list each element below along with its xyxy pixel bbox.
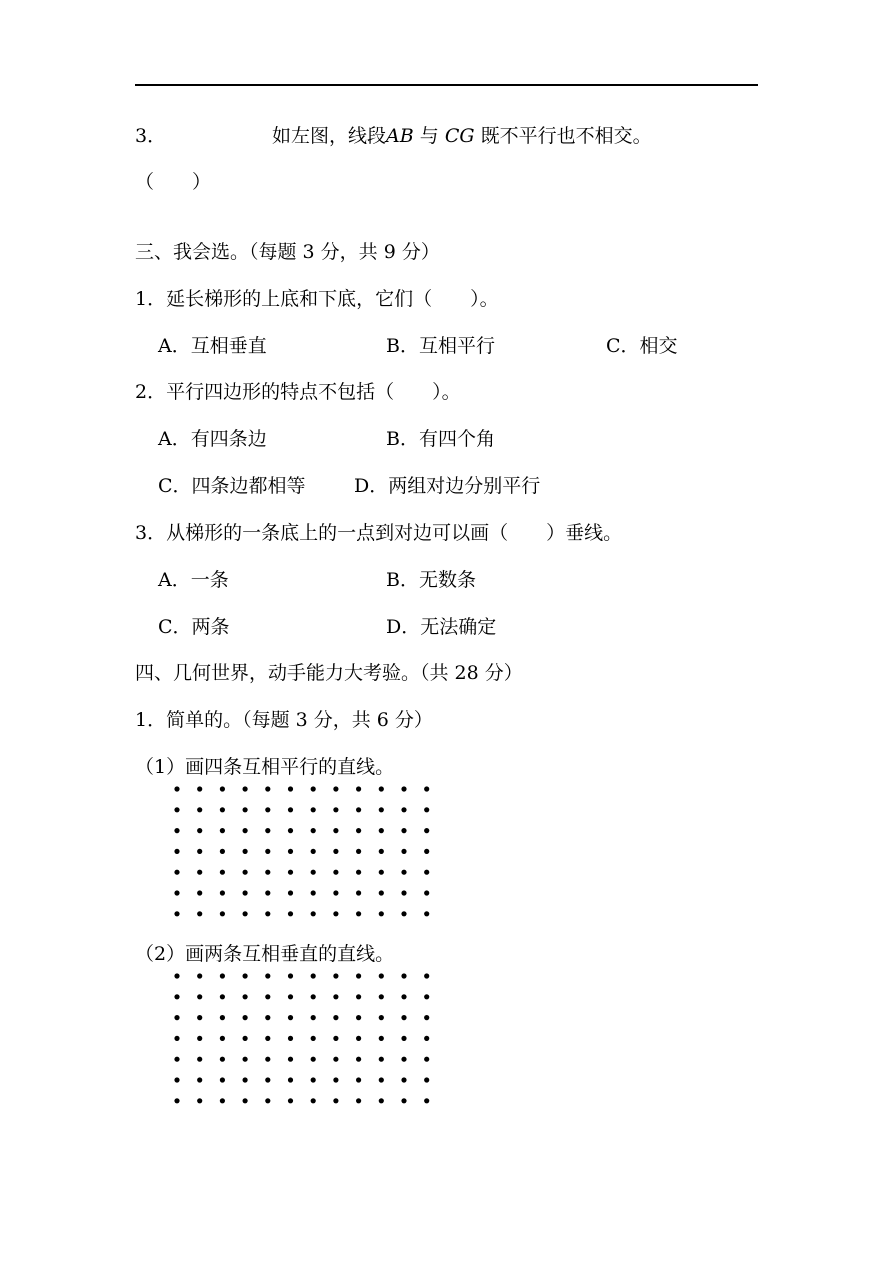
grid-dot[interactable] <box>311 1098 316 1103</box>
grid-dot[interactable] <box>265 890 270 895</box>
grid-dot[interactable] <box>424 973 429 978</box>
grid-dot[interactable] <box>311 807 316 812</box>
grid-dot[interactable] <box>174 828 179 833</box>
grid-dot[interactable] <box>356 1077 361 1082</box>
judge-q3-answer-paren: （ ） <box>135 171 212 193</box>
grid-dot[interactable] <box>243 786 248 791</box>
grid-dot[interactable] <box>243 1015 248 1020</box>
grid-dot[interactable] <box>401 828 406 833</box>
grid-dot[interactable] <box>379 1015 384 1020</box>
task2-label: （2）画两条互相垂直的直线。 <box>135 943 395 965</box>
grid-dot[interactable] <box>265 1098 270 1103</box>
mc-q2-option-d: D．两组对边分别平行 <box>354 475 541 497</box>
grid-dot[interactable] <box>424 1098 429 1103</box>
grid-dot[interactable] <box>265 973 270 978</box>
grid-dot[interactable] <box>424 1015 429 1020</box>
grid-dot[interactable] <box>197 911 202 916</box>
grid-dot[interactable] <box>401 1098 406 1103</box>
grid-dot[interactable] <box>265 994 270 999</box>
grid-dot[interactable] <box>197 849 202 854</box>
grid-dot[interactable] <box>288 973 293 978</box>
grid-dot[interactable] <box>401 786 406 791</box>
grid-dot[interactable] <box>356 786 361 791</box>
grid-dot[interactable] <box>174 807 179 812</box>
grid-dot[interactable] <box>174 849 179 854</box>
grid-dot[interactable] <box>401 807 406 812</box>
grid-dot[interactable] <box>174 1057 179 1062</box>
grid-dot[interactable] <box>174 1036 179 1041</box>
grid-dot[interactable] <box>197 1015 202 1020</box>
grid-dot[interactable] <box>356 870 361 875</box>
grid-dot[interactable] <box>197 807 202 812</box>
section4-sub1: 1．简单的。（每题 3 分，共 6 分） <box>135 709 433 731</box>
grid-dot[interactable] <box>288 1077 293 1082</box>
grid-dot[interactable] <box>333 1036 338 1041</box>
grid-dot[interactable] <box>288 1098 293 1103</box>
mc-q3-option-c: C．两条 <box>158 616 230 638</box>
grid-dot[interactable] <box>379 994 384 999</box>
grid-dot[interactable] <box>401 1077 406 1082</box>
grid-dot[interactable] <box>356 1057 361 1062</box>
grid-dot[interactable] <box>424 994 429 999</box>
grid-dot[interactable] <box>243 890 248 895</box>
grid-dot[interactable] <box>401 870 406 875</box>
grid-dot[interactable] <box>265 1077 270 1082</box>
grid-dot[interactable] <box>333 828 338 833</box>
grid-dot[interactable] <box>356 1036 361 1041</box>
grid-dot[interactable] <box>424 1057 429 1062</box>
grid-dot[interactable] <box>243 849 248 854</box>
grid-dot[interactable] <box>424 849 429 854</box>
grid-dot[interactable] <box>197 870 202 875</box>
grid-dot[interactable] <box>379 1077 384 1082</box>
judge-q3-text <box>272 124 652 148</box>
grid-dot[interactable] <box>220 828 225 833</box>
grid-dot[interactable] <box>379 890 384 895</box>
grid-dot[interactable] <box>288 911 293 916</box>
grid-dot[interactable] <box>311 786 316 791</box>
section4-heading: 四、几何世界，动手能力大考验。（共 28 分） <box>135 662 523 684</box>
grid-dot[interactable] <box>401 1057 406 1062</box>
grid-dot[interactable] <box>243 1077 248 1082</box>
grid-dot[interactable] <box>356 849 361 854</box>
grid-dot[interactable] <box>197 786 202 791</box>
judge-q3-text-b: 与 <box>419 125 439 147</box>
judge-q3-text-c: 既不平行也不相交。 <box>480 125 652 147</box>
grid-dot[interactable] <box>333 786 338 791</box>
grid-dot[interactable] <box>379 973 384 978</box>
grid-dot[interactable] <box>333 807 338 812</box>
grid-dot[interactable] <box>197 828 202 833</box>
grid-dot[interactable] <box>356 1015 361 1020</box>
grid-dot[interactable] <box>424 1036 429 1041</box>
grid-dot[interactable] <box>424 828 429 833</box>
grid-dot[interactable] <box>379 849 384 854</box>
grid-dot[interactable] <box>265 1036 270 1041</box>
grid-dot[interactable] <box>197 1057 202 1062</box>
task1-label: （1）画四条互相平行的直线。 <box>135 756 395 778</box>
grid-dot[interactable] <box>379 1036 384 1041</box>
grid-dot[interactable] <box>265 911 270 916</box>
grid-dot[interactable] <box>401 849 406 854</box>
grid-dot[interactable] <box>220 1036 225 1041</box>
grid-dot[interactable] <box>424 870 429 875</box>
grid-dot[interactable] <box>174 994 179 999</box>
grid-dot[interactable] <box>401 1036 406 1041</box>
grid-dot[interactable] <box>379 870 384 875</box>
grid-dot[interactable] <box>379 1057 384 1062</box>
grid-dot[interactable] <box>265 786 270 791</box>
grid-dot[interactable] <box>220 807 225 812</box>
section3-heading: 三、我会选。（每题 3 分，共 9 分） <box>135 241 440 263</box>
grid-dot[interactable] <box>288 994 293 999</box>
grid-dot[interactable] <box>174 1077 179 1082</box>
grid-dot[interactable] <box>401 890 406 895</box>
segment-ab: AB <box>386 125 414 147</box>
grid-dot[interactable] <box>197 1098 202 1103</box>
grid-dot[interactable] <box>379 786 384 791</box>
grid-dot[interactable] <box>243 911 248 916</box>
grid-dot[interactable] <box>424 890 429 895</box>
grid-dot[interactable] <box>243 870 248 875</box>
mc-q3-option-a: A．一条 <box>158 569 229 591</box>
judge-q3-number: 3． <box>135 125 167 147</box>
mc-q1-stem: 1．延长梯形的上底和下底，它们（ ）。 <box>135 288 499 310</box>
grid-dot[interactable] <box>220 1077 225 1082</box>
grid-dot[interactable] <box>243 1098 248 1103</box>
grid-dot[interactable] <box>220 973 225 978</box>
grid-dot[interactable] <box>379 1098 384 1103</box>
grid-dot[interactable] <box>243 828 248 833</box>
grid-dot[interactable] <box>424 911 429 916</box>
grid-dot[interactable] <box>401 994 406 999</box>
grid-dot[interactable] <box>379 807 384 812</box>
grid-dot[interactable] <box>288 807 293 812</box>
grid-dot[interactable] <box>174 786 179 791</box>
grid-dot[interactable] <box>197 1036 202 1041</box>
grid-dot[interactable] <box>333 890 338 895</box>
grid-dot[interactable] <box>220 1015 225 1020</box>
grid-dot[interactable] <box>333 994 338 999</box>
grid-dot[interactable] <box>220 994 225 999</box>
mc-q2-option-c: C．四条边都相等 <box>158 475 306 497</box>
grid-dot[interactable] <box>333 1057 338 1062</box>
grid-dot[interactable] <box>174 1098 179 1103</box>
grid-dot[interactable] <box>311 994 316 999</box>
grid-dot[interactable] <box>356 1098 361 1103</box>
grid-dot[interactable] <box>356 890 361 895</box>
grid-dot[interactable] <box>174 1015 179 1020</box>
grid-dot[interactable] <box>379 828 384 833</box>
grid-dot[interactable] <box>311 973 316 978</box>
grid-dot[interactable] <box>265 807 270 812</box>
grid-dot[interactable] <box>311 1077 316 1082</box>
grid-dot[interactable] <box>424 807 429 812</box>
mc-q3-option-b: B．无数条 <box>386 569 476 591</box>
grid-dot[interactable] <box>333 849 338 854</box>
grid-dot[interactable] <box>174 973 179 978</box>
grid-dot[interactable] <box>311 1036 316 1041</box>
grid-dot[interactable] <box>197 973 202 978</box>
grid-dot[interactable] <box>401 973 406 978</box>
mc-q3-option-d: D．无法确定 <box>386 616 497 638</box>
grid-dot[interactable] <box>311 890 316 895</box>
grid-dot[interactable] <box>401 1015 406 1020</box>
grid-dot[interactable] <box>424 786 429 791</box>
grid-dot[interactable] <box>243 807 248 812</box>
grid-dot[interactable] <box>220 849 225 854</box>
mc-q3-stem: 3．从梯形的一条底上的一点到对边可以画（ ）垂线。 <box>135 522 623 544</box>
grid-dot[interactable] <box>311 1015 316 1020</box>
grid-dot[interactable] <box>243 973 248 978</box>
grid-dot[interactable] <box>288 786 293 791</box>
grid-dot[interactable] <box>333 870 338 875</box>
dot-grid-parallel[interactable] <box>170 782 435 922</box>
grid-dot[interactable] <box>288 1015 293 1020</box>
grid-dot[interactable] <box>243 1036 248 1041</box>
grid-dot[interactable] <box>333 973 338 978</box>
grid-dot[interactable] <box>265 1057 270 1062</box>
grid-dot[interactable] <box>288 870 293 875</box>
grid-dot[interactable] <box>265 1015 270 1020</box>
grid-dot[interactable] <box>311 911 316 916</box>
grid-dot[interactable] <box>424 1077 429 1082</box>
grid-dot[interactable] <box>356 807 361 812</box>
grid-dot[interactable] <box>265 828 270 833</box>
grid-dot[interactable] <box>288 1057 293 1062</box>
grid-dot[interactable] <box>333 1015 338 1020</box>
judge-q3-text-a: 如左图，线段 <box>272 125 387 147</box>
grid-dot[interactable] <box>174 890 179 895</box>
grid-dot[interactable] <box>220 1098 225 1103</box>
grid-dot[interactable] <box>174 870 179 875</box>
grid-dot[interactable] <box>197 890 202 895</box>
header-rule <box>135 84 758 86</box>
grid-dot[interactable] <box>379 911 384 916</box>
grid-dot[interactable] <box>333 911 338 916</box>
mc-q2-option-a: A．有四条边 <box>158 428 267 450</box>
grid-dot[interactable] <box>311 849 316 854</box>
grid-dot[interactable] <box>288 1036 293 1041</box>
segment-cg: CG <box>444 125 475 147</box>
grid-dot[interactable] <box>288 849 293 854</box>
grid-dot[interactable] <box>174 911 179 916</box>
grid-dot[interactable] <box>333 1077 338 1082</box>
dot-grid-perpendicular[interactable] <box>170 969 435 1109</box>
grid-dot[interactable] <box>265 849 270 854</box>
mc-q2-option-b: B．有四个角 <box>386 428 495 450</box>
grid-dot[interactable] <box>265 870 270 875</box>
grid-dot[interactable] <box>220 786 225 791</box>
grid-dot[interactable] <box>288 828 293 833</box>
grid-dot[interactable] <box>197 994 202 999</box>
grid-dot[interactable] <box>311 1057 316 1062</box>
mc-q2-stem: 2．平行四边形的特点不包括（ ）。 <box>135 381 461 403</box>
grid-dot[interactable] <box>311 870 316 875</box>
grid-dot[interactable] <box>333 1098 338 1103</box>
mc-q1-option-a: A．互相垂直 <box>158 335 267 357</box>
mc-q1-option-b: B．互相平行 <box>386 335 495 357</box>
grid-dot[interactable] <box>220 870 225 875</box>
grid-dot[interactable] <box>311 828 316 833</box>
grid-dot[interactable] <box>356 911 361 916</box>
grid-dot[interactable] <box>243 994 248 999</box>
grid-dot[interactable] <box>220 911 225 916</box>
grid-dot[interactable] <box>243 1057 248 1062</box>
grid-dot[interactable] <box>220 1057 225 1062</box>
grid-dot[interactable] <box>288 890 293 895</box>
grid-dot[interactable] <box>401 911 406 916</box>
grid-dot[interactable] <box>197 1077 202 1082</box>
grid-dot[interactable] <box>356 973 361 978</box>
grid-dot[interactable] <box>356 994 361 999</box>
grid-dot[interactable] <box>356 828 361 833</box>
grid-dot[interactable] <box>220 890 225 895</box>
mc-q1-option-c: C．相交 <box>606 335 678 357</box>
